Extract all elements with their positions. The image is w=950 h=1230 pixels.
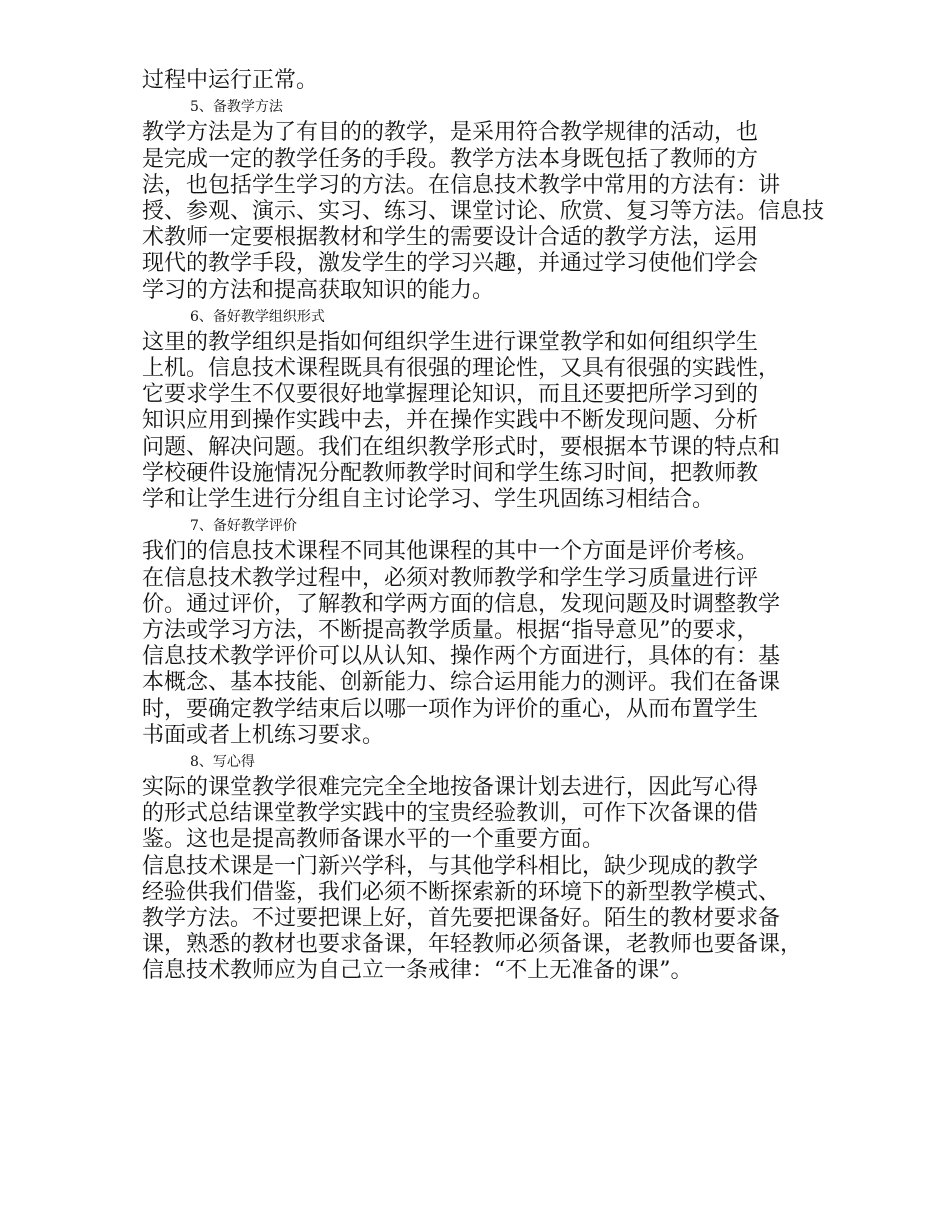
body-text-line: 实际的课堂教学很难完完全全地按备课计划去进行，因此写心得: [142, 775, 759, 801]
body-text-line: 课，熟悉的教材也要求备课，年轻教师必须备课，老教师也要备课，: [142, 932, 803, 958]
body-text-line: 学校硬件设施情况分配教师教学时间和学生练习时间，把教师教: [142, 460, 759, 486]
body-text-line: 经验供我们借鉴，我们必须不断探索新的环境下的新型教学模式、: [142, 879, 781, 905]
body-text-line: 教学方法是为了有目的的教学，是采用符合教学规律的活动，也: [142, 120, 759, 146]
body-text-line: 它要求学生不仅要很好地掌握理论知识，而且还要把所学习到的: [142, 382, 759, 408]
section-heading: 7、备好教学评价: [190, 518, 297, 535]
body-text-line: 这里的教学组织是指如何组织学生进行课堂教学和如何组织学生: [142, 329, 759, 355]
body-text-line: 时，要确定教学结束后以哪一项作为评价的重心，从而布置学生: [142, 696, 759, 722]
body-text-line: 过程中运行正常。: [142, 68, 319, 93]
document-page: [142, 68, 842, 985]
body-text-line: 上机。信息技术课程既具有很强的理论性，又具有很强的实践性，: [142, 356, 781, 382]
body-text-line: 学习的方法和提高获取知识的能力。: [142, 277, 495, 303]
body-text-line: 在信息技术教学过程中，必须对教师教学和学生学习质量进行评: [142, 565, 759, 591]
section-heading: 8、写心得: [190, 753, 255, 770]
body-text-line: 法，也包括学生学习的方法。在信息技术教学中常用的方法有：讲: [142, 172, 781, 198]
section-heading: 6、备好教学组织形式: [190, 308, 325, 325]
body-text-line: 信息技术教师应为自己立一条戒律：“不上无准备的课”。: [142, 958, 693, 984]
body-text-line: 本概念、基本技能、创新能力、综合运用能力的测评。我们在备课: [142, 670, 781, 696]
body-text-line: 价。通过评价，了解教和学两方面的信息，发现问题及时调整教学: [142, 591, 781, 617]
body-text-line: 信息技术教学评价可以从认知、操作两个方面进行，具体的有：基: [142, 644, 781, 670]
body-text-line: 方法或学习方法，不断提高教学质量。根据“指导意见”的要求，: [142, 617, 759, 643]
section-heading: 5、备教学方法: [190, 99, 283, 116]
body-text-line: 我们的信息技术课程不同其他课程的其中一个方面是评价考核。: [142, 539, 759, 565]
body-text-line: 知识应用到操作实践中去，并在操作实践中不断发现问题、分析: [142, 408, 759, 434]
body-text-line: 现代的教学手段，激发学生的学习兴趣，并通过学习使他们学会: [142, 251, 759, 277]
body-text-line: 的形式总结课堂教学实践中的宝贵经验教训，可作下次备课的借: [142, 801, 759, 827]
body-text-line: 信息技术课是一门新兴学科，与其他学科相比，缺少现成的教学: [142, 853, 759, 879]
body-text-line: 是完成一定的教学任务的手段。教学方法本身既包括了教师的方: [142, 146, 759, 172]
body-text-line: 学和让学生进行分组自主讨论学习、学生巩固练习相结合。: [142, 487, 715, 512]
body-text-line: 授、参观、演示、实习、练习、课堂讨论、欣赏、复习等方法。信息技: [142, 198, 825, 224]
body-text-line: 鉴。这也是提高教师备课水平的一个重要方面。: [142, 827, 605, 853]
body-text-line: 问题、解决问题。我们在组织教学形式时，要根据本节课的特点和: [142, 434, 781, 460]
body-text-line: 术教师一定要根据教材和学生的需要设计合适的教学方法，运用: [142, 225, 759, 251]
body-text-line: 教学方法。不过要把课上好，首先要把课备好。陌生的教材要求备: [142, 906, 781, 931]
body-text-line: 书面或者上机练习要求。: [142, 722, 385, 748]
